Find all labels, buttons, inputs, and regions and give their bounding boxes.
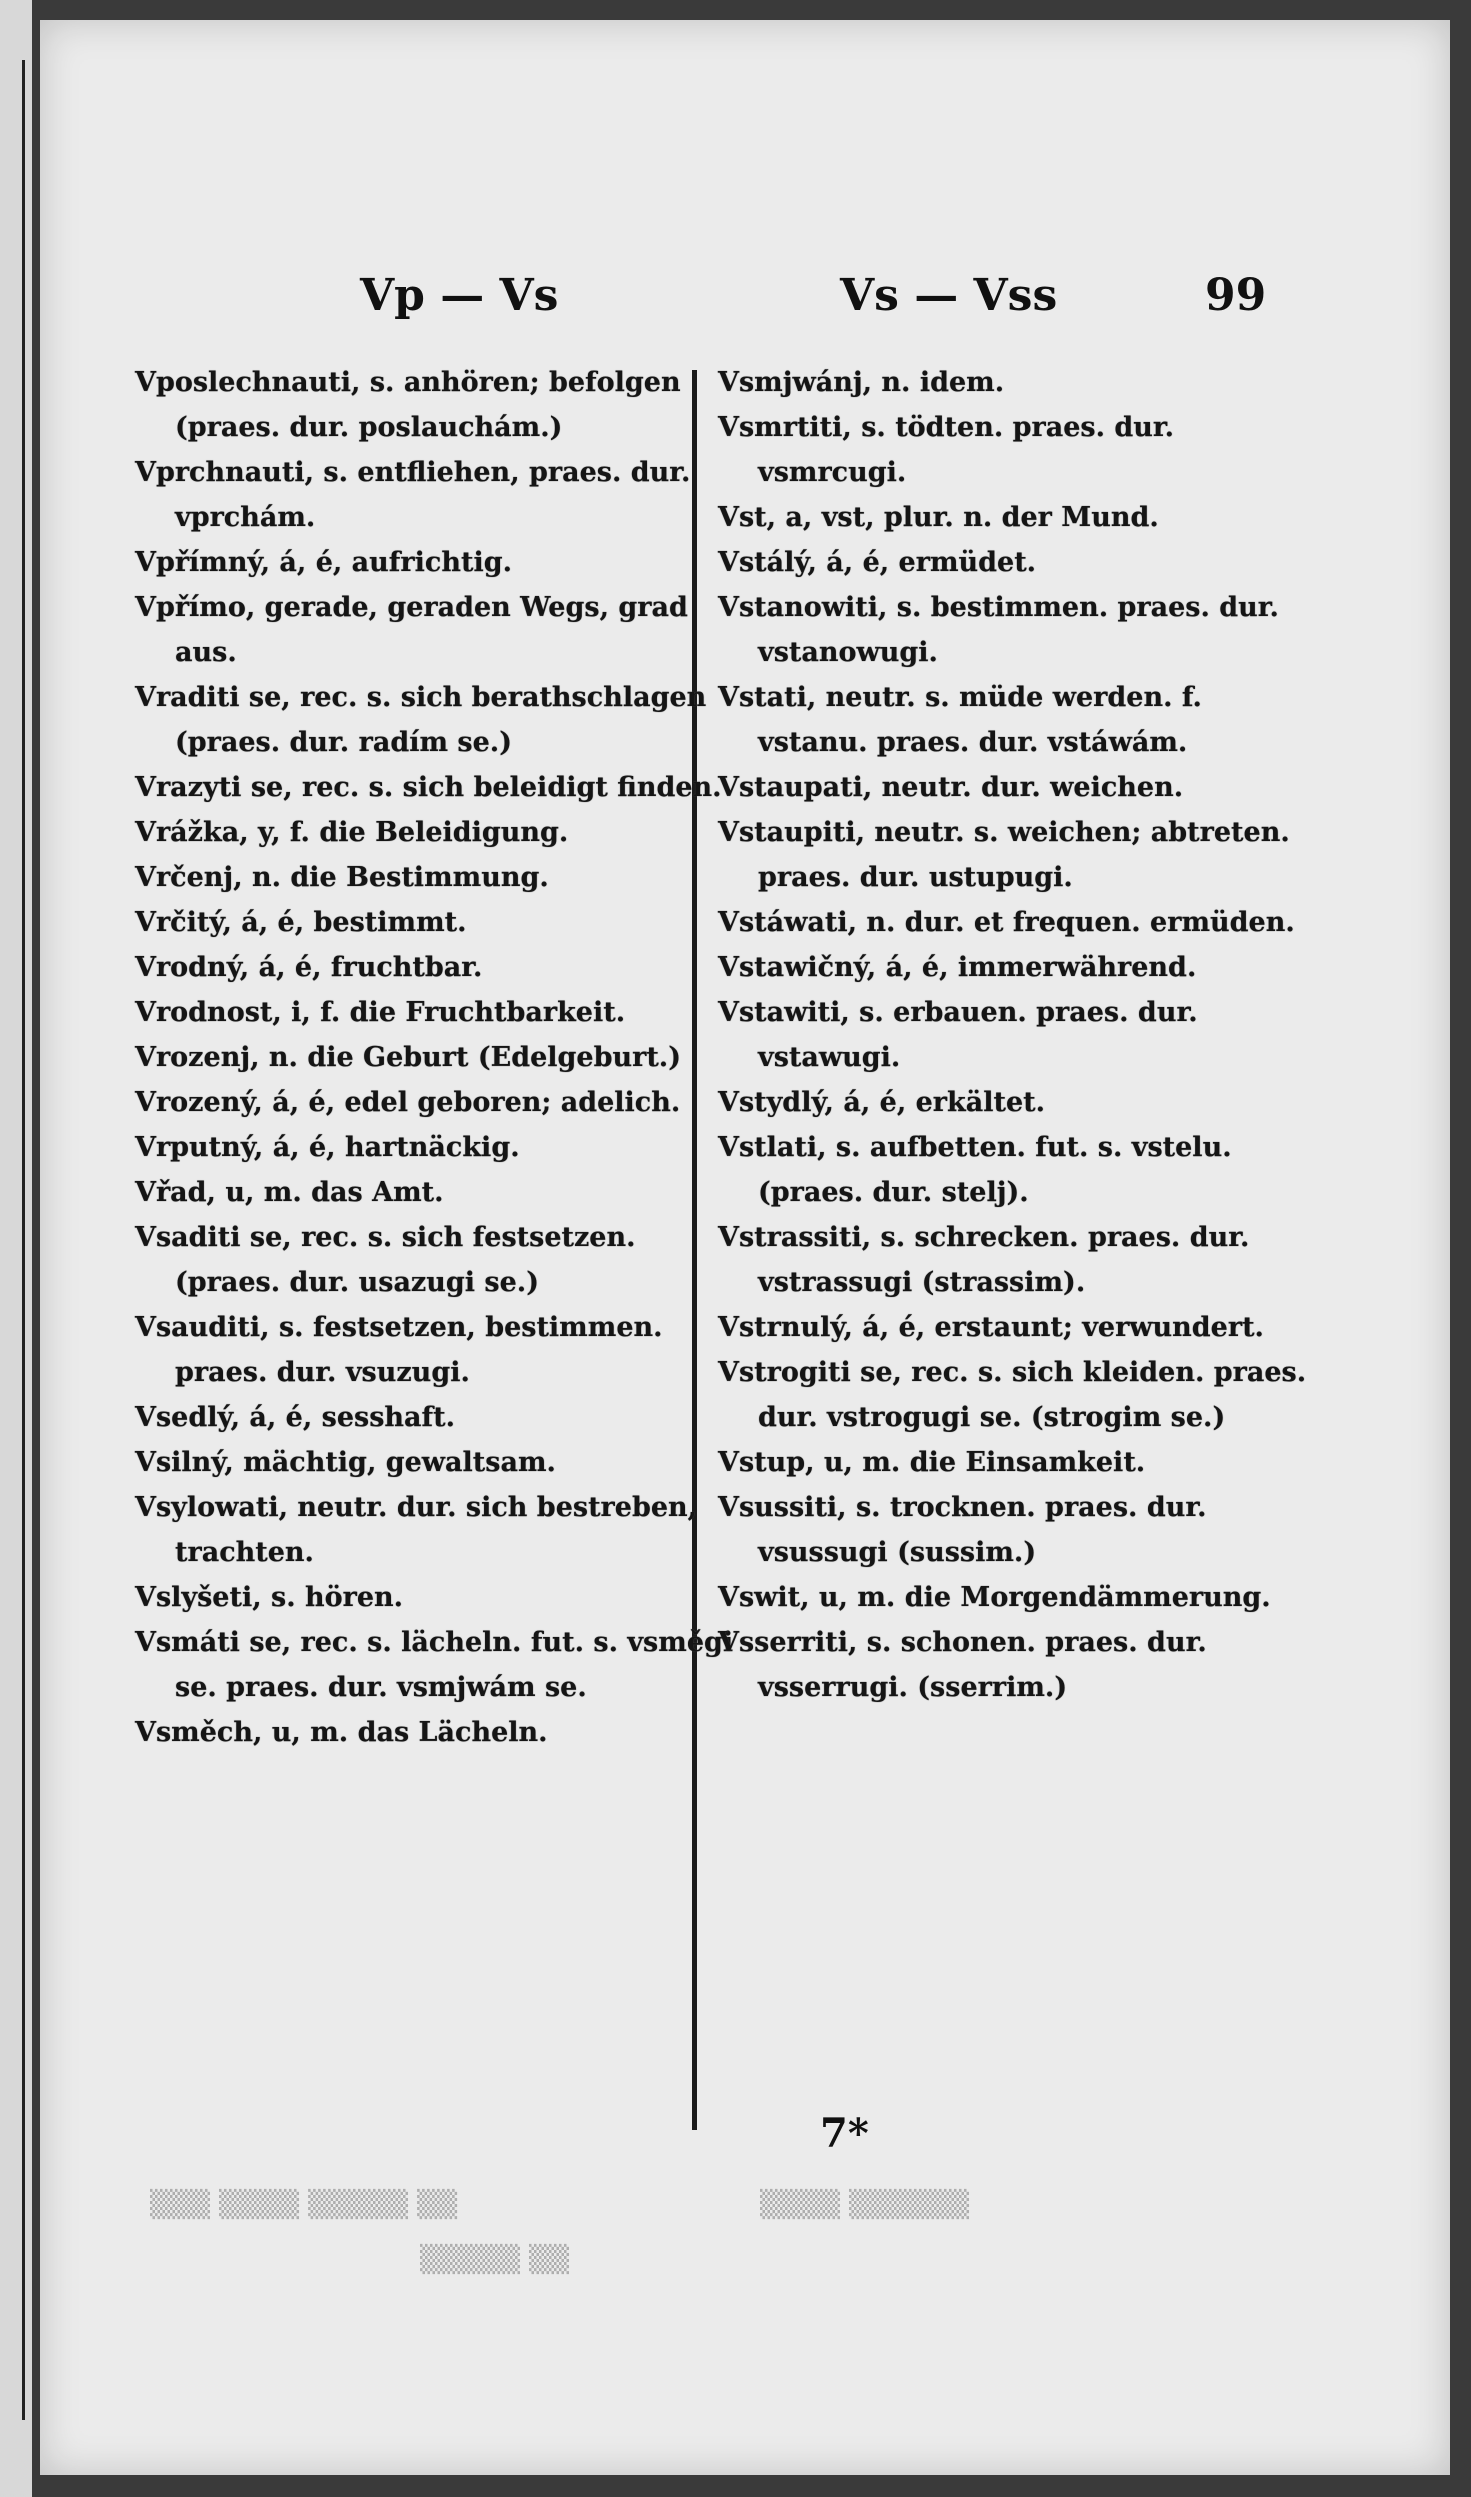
dictionary-entry: Vsussiti, s. trocknen. praes. dur. vsussugi (sussim.) [718,1492,1207,1568]
dictionary-entry: Vprchnauti, s. entfliehen, praes. dur. vprchám. [135,457,691,533]
dictionary-entry: Vsměch, u, m. das Lächeln. [135,1717,548,1748]
dictionary-entry: Vsmáti se, rec. s. lächeln. fut. s. vsměgi se. praes. dur. vsmjwám se. [135,1627,734,1703]
dictionary-entry: Vsilný, mächtig, gewaltsam. [135,1447,556,1478]
running-head-right: Vs — Vss [840,270,1058,321]
dictionary-entry: Vstati, neutr. s. müde werden. f. vstanu. praes. dur. vstáwám. [718,682,1202,758]
dictionary-entry: Vstup, u, m. die Einsamkeit. [718,1447,1146,1478]
show-through-text: ▒▒▒▒▒ ▒▒ [420,2245,570,2275]
dictionary-entry: Vrazyti se, rec. s. sich beleidigt finden. [135,772,722,803]
dictionary-entry: Vstawiti, s. erbauen. praes. dur. vstawugi. [718,997,1198,1073]
dictionary-entry: Vstaupiti, neutr. s. weichen; abtreten. praes. dur. ustupugi. [718,817,1290,893]
dictionary-entry: Vrážka, y, f. die Beleidigung. [135,817,569,848]
dictionary-entry: Vslyšeti, s. hören. [135,1582,404,1613]
dictionary-entry: Vst, a, vst, plur. n. der Mund. [718,502,1159,533]
dictionary-entry: Vraditi se, rec. s. sich berathschlagen (praes. dur. radím se.) [135,682,707,758]
dictionary-entry: Vsmjwánj, n. idem. [718,367,1005,398]
dictionary-entry: Vřad, u, m. das Amt. [135,1177,444,1208]
dictionary-entry: Vpřímo, gerade, geraden Wegs, grad aus. [135,592,688,668]
dictionary-entry: Vrčenj, n. die Bestimmung. [135,862,549,893]
dictionary-entry: Vrozenj, n. die Geburt (Edelgeburt.) [135,1042,681,1073]
dictionary-entry: Vstanowiti, s. bestimmen. praes. dur. vstanowugi. [718,592,1279,668]
dictionary-entry: Vsserriti, s. schonen. praes. dur. vsserrugi. (sserrim.) [718,1627,1207,1703]
dictionary-entry: Vstrassiti, s. schrecken. praes. dur. vstrassugi (strassim). [718,1222,1250,1298]
dictionary-entry: Vswit, u, m. die Morgendämmerung. [718,1582,1271,1613]
dictionary-entry: Vstálý, á, é, ermüdet. [718,547,1037,578]
dictionary-entry: Vsauditi, s. festsetzen, bestimmen. praes. dur. vsuzugi. [135,1312,663,1388]
dictionary-entry: Vrčitý, á, é, bestimmt. [135,907,467,938]
dictionary-entry: Vrputný, á, é, hartnäckig. [135,1132,520,1163]
dictionary-entry: Vsaditi se, rec. s. sich festsetzen. (praes. dur. usazugi se.) [135,1222,636,1298]
dictionary-entry: Vstáwati, n. dur. et frequen. ermüden. [718,907,1295,938]
dictionary-entry: Vsmrtiti, s. tödten. praes. dur. vsmrcugi. [718,412,1175,488]
dictionary-entry: Vposlechnauti, s. anhören; befolgen (praes. dur. poslauchám.) [135,367,681,443]
dictionary-entry: Vrozený, á, é, edel geboren; adelich. [135,1087,681,1118]
dictionary-entry: Vstlati, s. aufbetten. fut. s. vstelu. (praes. dur. stelj). [718,1132,1232,1208]
dictionary-entry: Vstrnulý, á, é, erstaunt; verwundert. [718,1312,1264,1343]
adjacent-page-rule [22,60,25,2420]
dictionary-entry: Vrodnost, i, f. die Fruchtbarkeit. [135,997,626,1028]
left-column [135,360,735,1755]
running-head-left: Vp — Vs [360,270,559,321]
show-through-text: ▒▒▒▒ ▒▒▒▒▒▒ [760,2190,970,2220]
adjacent-page-edge [0,0,32,2497]
dictionary-entry: Vstydlý, á, é, erkältet. [718,1087,1046,1118]
dictionary-entry: Vsedlý, á, é, sesshaft. [135,1402,456,1433]
dictionary-entry: Vstrogiti se, rec. s. sich kleiden. praes. dur. vstrogugi se. (strogim se.) [718,1357,1307,1433]
dictionary-entry: Vrodný, á, é, fruchtbar. [135,952,483,983]
dictionary-entry: Vstaupati, neutr. dur. weichen. [718,772,1184,803]
page-number: 99 [1205,270,1267,321]
dictionary-entry: Vstawičný, á, é, immerwährend. [718,952,1197,983]
signature-mark: 7* [820,2110,869,2157]
right-column [718,360,1318,1710]
dictionary-entry: Vsylowati, neutr. dur. sich bestreben, trachten. [135,1492,698,1568]
dictionary-entry: Vpřímný, á, é, aufrichtig. [135,547,512,578]
show-through-text: ▒▒▒ ▒▒▒▒ ▒▒▒▒▒ ▒▒ [150,2190,458,2220]
